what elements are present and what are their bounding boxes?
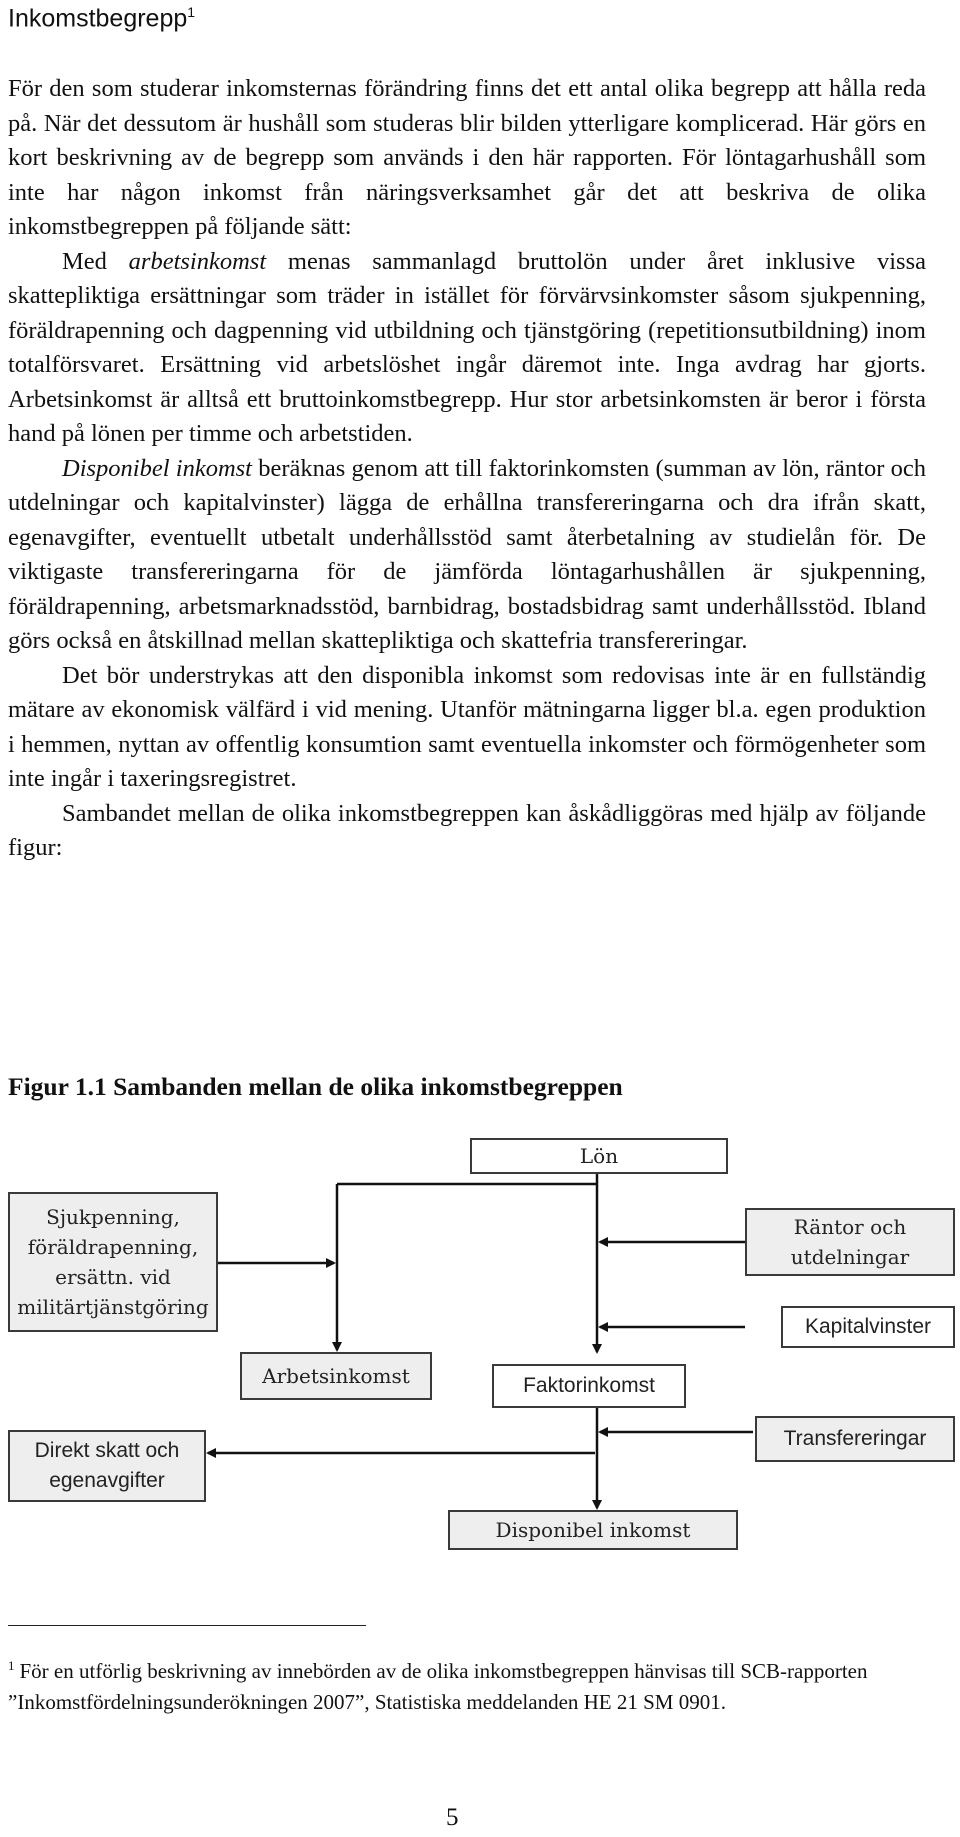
body-text: [8, 72, 926, 866]
paragraph-arbetsinkomst: [8, 245, 926, 452]
paragraph-disponibel: [8, 452, 926, 659]
paragraph-disponibel-text: beräknas genom att till faktorinkomsten (summan av lön, räntor och utdelningar och kapitalvinster) lägga de erhållna transfereringarna och dra ifrån skatt, egenavgifter, eventuellt utbetalt underhållsstöd samt återbetalning av studielån för. De viktigaste transfereringarna för de jämförda löntagarhushållen är sjukpenning, föräldrapenning, arbetsmarknadsstöd, barnbidrag, bostadsbidrag samt underhållsstöd. Ibland görs också en åtskillnad mellan skattepliktiga och skattefria transfereringar.: [8, 454, 926, 654]
box-transfereringar: Transfereringar: [755, 1416, 955, 1462]
box-sjukpenning: Sjukpenning, föräldrapenning, ersättn. vid militärtjänstgöring: [8, 1192, 218, 1332]
paragraph-intro: För den som studerar inkomsternas förändring finns det ett antal olika begrepp att hålla reda på. När det dessutom är hushåll som studeras blir bilden ytterligare komplicerad. Här görs en kort beskrivning av de begrepp som används i den här rapporten. För löntagarhushåll som inte har någon inkomst från näringsverksamhet går det att beskriva de olika inkomstbegreppen på följande sätt:: [8, 75, 926, 240]
box-disponibel-inkomst: Disponibel inkomst: [448, 1510, 738, 1550]
footnote-divider: [8, 1625, 366, 1626]
term-arbetsinkomst: arbetsinkomst: [128, 247, 267, 275]
box-lon: Lön: [470, 1138, 728, 1174]
footnote-marker: 1: [8, 1658, 15, 1673]
term-disponibel-inkomst: Disponibel inkomst: [62, 454, 252, 482]
footnote-text: För en utförlig beskrivning av innebörden av de olika inkomstbegreppen hänvisas till SCB-rapporten ”Inkomstfördelningsunderökningen 2007”, Statistiska meddelanden HE 21 SM 0901.: [8, 1659, 868, 1714]
income-concepts-diagram: [0, 1130, 960, 1540]
box-faktorinkomst: Faktorinkomst: [492, 1364, 686, 1408]
box-direkt-skatt-och-egenavgifter: Direkt skatt och egenavgifter: [8, 1430, 206, 1502]
paragraph-sambandet: Sambandet mellan de olika inkomstbegreppen kan åskådliggöras med hjälp av följande figur:: [8, 799, 926, 861]
page-number: 5: [446, 1804, 459, 1831]
box-arbetsinkomst: Arbetsinkomst: [240, 1352, 432, 1400]
paragraph-arbetsinkomst-text: menas sammanlagd bruttolön under året inklusive vissa skattepliktiga ersättningar som träder in istället för förvärvsinkomster såsom sjukpenning, föräldrapenning och dagpenning vid utbildning och tjänstgöring (repetitionsutbildning) inom totalförsvaret. Ersättning vid arbetslöshet ingår däremot inte. Inga avdrag har gjorts. Arbetsinkomst är alltså ett bruttoinkomstbegrepp. Hur stor arbetsinkomsten är beror i första hand på lönen per timme och arbetstiden.: [8, 247, 926, 447]
box-rantor-och-utdelningar: Räntor och utdelningar: [745, 1208, 955, 1276]
figure-title: Figur 1.1 Sambanden mellan de olika inkomstbegreppen: [8, 1072, 623, 1101]
paragraph-valfard: Det bör understrykas att den disponibla inkomst som redovisas inte är en fullständig mätare av ekonomisk välfärd i vid mening. Utanför mätningarna ligger bl.a. egen produktion i hemmen, nyttan av offentlig konsumtion samt eventuella inkomster och förmögenheter som inte ingår i taxeringsregistret.: [8, 661, 926, 792]
footnote: [8, 1650, 938, 1718]
section-heading: [8, 4, 195, 33]
box-kapitalvinster: Kapitalvinster: [781, 1306, 955, 1348]
section-heading-text: Inkomstbegrepp: [8, 4, 188, 33]
footnote-reference: 1: [187, 4, 196, 20]
paragraph-lead: Med: [62, 247, 129, 275]
